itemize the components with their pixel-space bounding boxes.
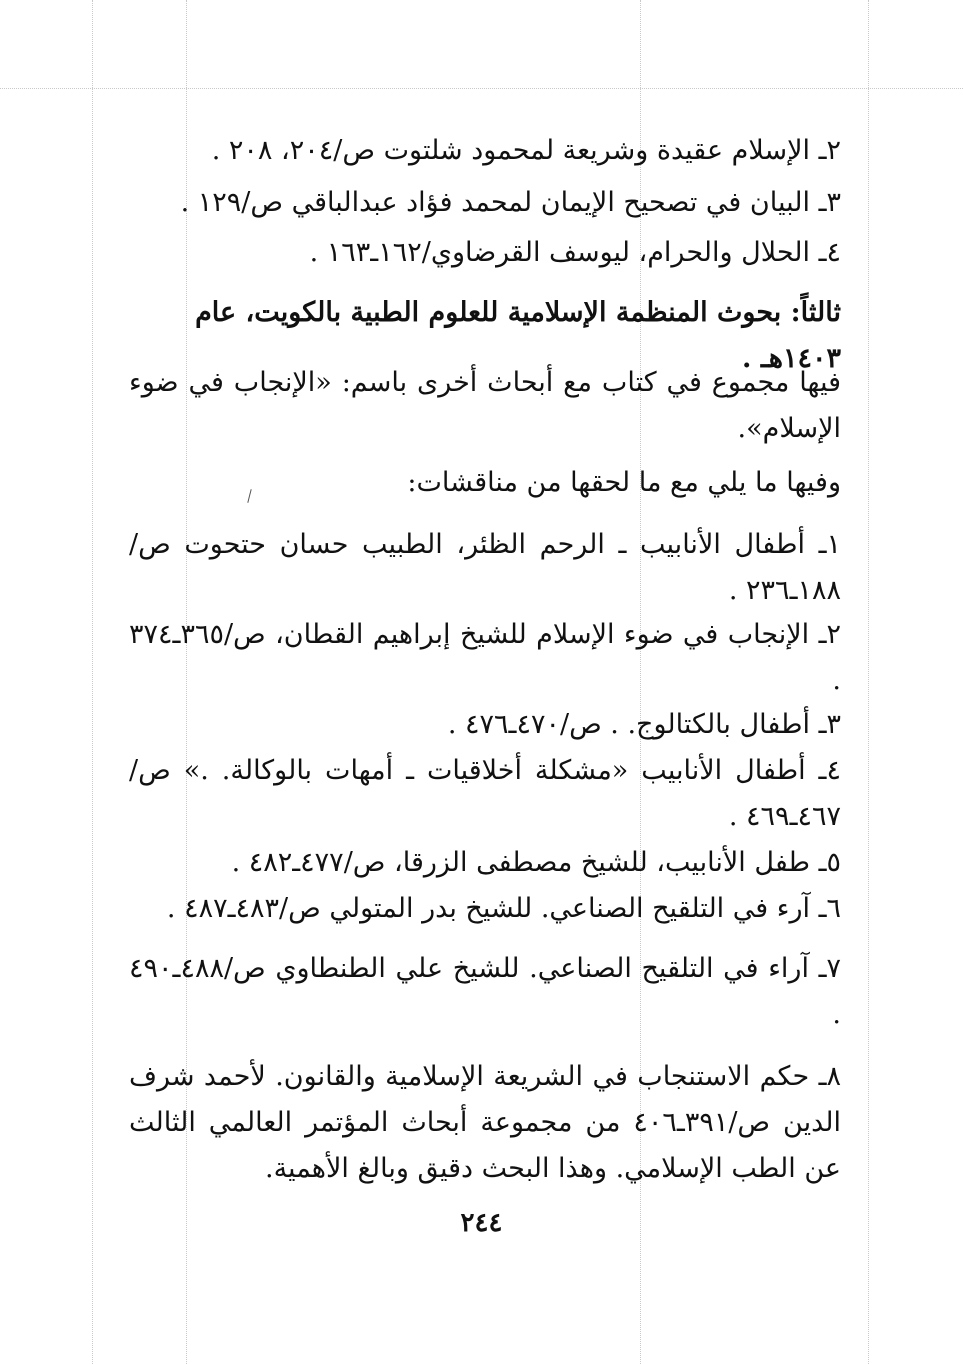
research-item-7: ٧ـ آراء في التلقيح الصناعي. للشيخ علي الطنطاوي ص/٤٨٨ـ٤٩٠ . [129, 953, 841, 1030]
research-item-6: ٦ـ آرء في التلقيح الصناعي. للشيخ بدر المتولي ص/٤٨٣ـ٤٨٧ . [166, 893, 841, 924]
ref-item-3: ٣ـ البيان في تصحيح الإيمان لمحمد فؤاد عبدالباقي ص/١٢٩ . [180, 187, 841, 218]
scan-guide-line [92, 0, 93, 1364]
research-item-3: ٣ـ أطفال بالكتالوج. . ص/٤٧٠ـ٤٧٦ . [447, 709, 841, 740]
research-item-5: ٥ـ طفل الأنابيب، للشيخ مصطفى الزرقا، ص/٤٧٧ـ٤٨٢ . [231, 847, 841, 878]
research-item-2: ٢ـ الإنجاب في ضوء الإسلام للشيخ إبراهيم القطان، ص/٣٦٥ـ٣٧٤ . [129, 619, 841, 696]
ref-item-2: ٢ـ الإسلام عقيدة وشريعة لمحمود شلتوت ص/٢٠٤، ٢٠٨ . [211, 135, 841, 166]
sub-intro: وفيها ما يلي مع ما لحقها من مناقشات: [407, 467, 841, 498]
ref-item-4: ٤ـ الحلال والحرام، ليوسف القرضاوي/١٦٢ـ١٦٣ . [309, 237, 841, 268]
page-number: ٢٤٤ [460, 1208, 503, 1238]
intro-paragraph: فيها مجموع في كتاب مع أبحاث أخرى باسم: «الإنجاب في ضوء الإسلام». [129, 367, 841, 444]
section-heading: ثالثاً: بحوث المنظمة الإسلامية للعلوم الطبية بالكويت، عام ١٤٠٣هـ . [195, 297, 841, 374]
research-item-4: ٤ـ أطفال الأنابيب «مشكلة أخلاقيات ـ أمهات بالوكالة. .» ص/٤٦٧ـ٤٦٩ . [129, 755, 841, 832]
scan-guide-line [868, 0, 869, 1364]
scan-guide-line [0, 88, 963, 89]
research-item-1: ١ـ أطفال الأنابيب ـ الرحم الظئر، الطبيب حسان حتحوت ص/١٨٨ـ٢٣٦ . [129, 529, 841, 606]
research-item-8: ٨ـ حكم الاستنجاب في الشريعة الإسلامية والقانون. لأحمد شرف الدين ص/٣٩١ـ٤٠٦ من مجموعة أبحاث المؤتمر العالمي الثالث عن الطب الإسلامي. وهذا البحث دقيق وبالغ الأهمية. [129, 1061, 841, 1184]
